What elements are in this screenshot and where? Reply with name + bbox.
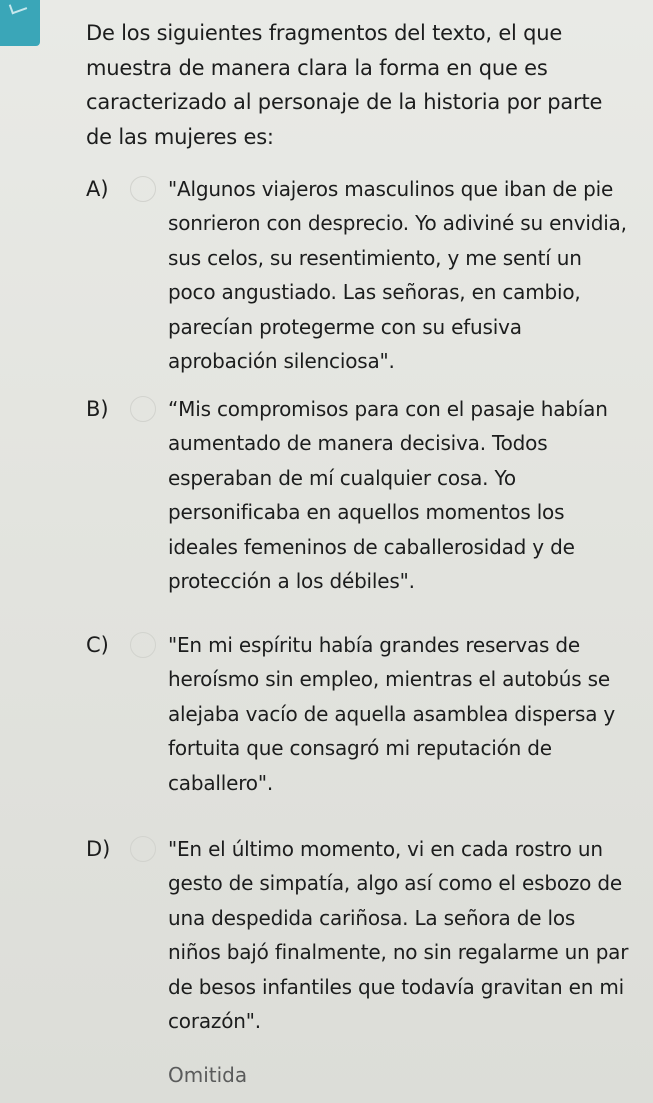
option-text: "En el último momento, vi en cada rostro un gesto de simpatía, algo así como el esbozo de una despedida cariñosa. La señora de los niños bajó finalmente, no sin regalarme un par de besos infantiles que todavía gravitan en mi corazón".: [168, 837, 629, 1034]
radio-button[interactable]: [130, 632, 156, 658]
omit-option[interactable]: Omitida: [168, 1063, 248, 1087]
option-text: “Mis compromisos para con el pasaje habían aumentado de manera decisiva. Todos esperaban de mí cualquier cosa. Yo personificaba en aquellos momentos los ideales femeninos de caballerosidad y de protección a los débiles".: [168, 397, 608, 594]
option-letter: D): [86, 837, 111, 861]
radio-button[interactable]: [130, 836, 156, 862]
option-text: "En mi espíritu había grandes reservas de heroísmo sin empleo, mientras el autobús se alejaba vacío de aquella asamblea dispersa y fortuita que consagró mi reputación de caballero".: [168, 633, 616, 795]
radio-button[interactable]: [130, 396, 156, 422]
check-icon: [9, 0, 27, 14]
corner-badge: [0, 0, 40, 46]
radio-button[interactable]: [130, 176, 156, 202]
question-stem: De los siguientes fragmentos del texto, el que muestra de manera clara la forma en que es caracterizado al personaje de la historia por parte de las mujeres es:: [86, 21, 603, 149]
option-text: "Algunos viajeros masculinos que iban de pie sonrieron con desprecio. Yo adiviné su envidia, sus celos, su resentimiento, y me sentí un poco angustiado. Las señoras, en cambio, parecían protegerme con su efusiva aprobación silenciosa".: [168, 177, 627, 374]
option-letter: A): [86, 177, 109, 201]
option-letter: C): [86, 633, 109, 657]
option-letter: B): [86, 397, 109, 421]
